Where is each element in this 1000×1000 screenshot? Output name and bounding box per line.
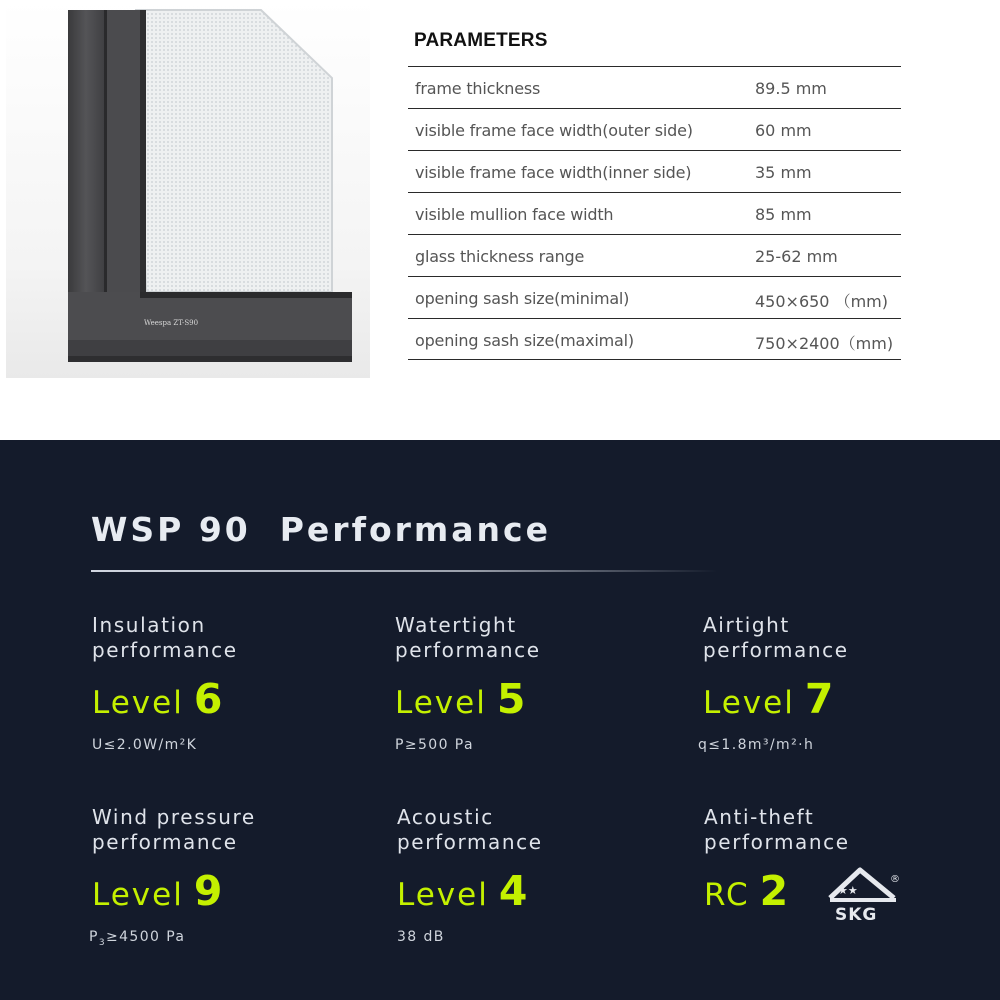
- metric-detail: q≤1.8m³/m²·h: [698, 737, 815, 753]
- metric-label-line1: Acoustic: [397, 805, 494, 829]
- performance-section: [0, 440, 1000, 1000]
- param-row: [408, 108, 901, 150]
- param-value: 60 mm: [755, 121, 812, 140]
- parameters-title: PARAMETERS: [414, 30, 548, 51]
- metric-airtight: [698, 613, 963, 753]
- metric-label-line1: Airtight: [703, 613, 790, 637]
- param-row: [408, 318, 901, 360]
- param-name: visible frame face width(inner side): [415, 163, 692, 182]
- level-word: Level: [397, 877, 489, 913]
- window-profile-illustration: [6, 0, 370, 378]
- metric-watertight: [395, 613, 655, 753]
- metric-label: [703, 613, 963, 663]
- metric-label: [395, 613, 655, 663]
- performance-divider: [91, 570, 717, 572]
- skg-badge-icon: [826, 864, 904, 926]
- param-value: 750×2400（mm): [755, 334, 894, 353]
- param-name: visible mullion face width: [415, 205, 614, 224]
- detail-subscript: 3: [98, 937, 106, 948]
- parameters-section: [0, 0, 1000, 440]
- metric-label-line1: Wind pressure: [92, 805, 256, 829]
- metric-label: [92, 613, 352, 663]
- skg-stars: ★★: [838, 884, 858, 897]
- detail-prefix: P: [89, 929, 99, 945]
- level-word: RC: [704, 877, 750, 913]
- param-name: visible frame face width(outer side): [415, 121, 693, 140]
- level-word: Level: [92, 877, 184, 913]
- brand-mark: Weespa ZT-S90: [144, 319, 199, 327]
- param-row: [408, 66, 901, 108]
- param-name: frame thickness: [415, 79, 541, 98]
- level-number: 6: [193, 675, 223, 723]
- metric-level: [395, 675, 655, 723]
- metric-level: [397, 867, 657, 915]
- metric-level: [92, 867, 352, 915]
- param-value: 450×650 （mm): [755, 292, 888, 311]
- param-row: [408, 276, 901, 318]
- metric-label: [704, 805, 964, 855]
- metric-detail: P≥500 Pa: [395, 737, 474, 753]
- level-number: 9: [193, 867, 223, 915]
- metric-insulation: [92, 613, 352, 753]
- metric-label-line2: performance: [703, 638, 849, 662]
- metric-detail: 38 dB: [397, 929, 445, 945]
- performance-title: WSP 90 Performance: [91, 510, 551, 549]
- metric-label: [397, 805, 657, 855]
- level-word: Level: [395, 685, 487, 721]
- metric-wind-pressure: [89, 805, 352, 948]
- param-row: [408, 192, 901, 234]
- parameters-table: [408, 66, 901, 360]
- param-value: 89.5 mm: [755, 79, 827, 98]
- level-word: Level: [703, 685, 795, 721]
- metric-level: [703, 675, 963, 723]
- metric-label-line1: Insulation: [92, 613, 206, 637]
- detail-rest: ≥4500 Pa: [105, 929, 186, 945]
- metric-label-line2: performance: [397, 830, 543, 854]
- param-row: [408, 234, 901, 276]
- level-number: 2: [759, 867, 789, 915]
- metric-label: [92, 805, 352, 855]
- metric-label-line2: performance: [92, 638, 238, 662]
- param-name: opening sash size(minimal): [415, 289, 630, 308]
- param-name: opening sash size(maximal): [415, 331, 634, 350]
- param-value: 85 mm: [755, 205, 812, 224]
- registered-mark: ®: [890, 874, 900, 885]
- param-row: [408, 150, 901, 192]
- level-number: 4: [498, 867, 528, 915]
- param-name: glass thickness range: [415, 247, 585, 266]
- param-value: 25-62 mm: [755, 247, 838, 266]
- window-profile-image: [6, 0, 370, 378]
- metric-label-line2: performance: [704, 830, 850, 854]
- skg-text: SKG: [835, 905, 878, 925]
- metric-detail: U≤2.0W/m²K: [92, 737, 198, 753]
- metric-label-line2: performance: [92, 830, 238, 854]
- level-word: Level: [92, 685, 184, 721]
- metric-label-line1: Anti-theft: [704, 805, 815, 829]
- metric-acoustic: [397, 805, 657, 945]
- metric-level: [92, 675, 352, 723]
- level-number: 5: [496, 675, 526, 723]
- metric-label-line1: Watertight: [395, 613, 517, 637]
- level-number: 7: [804, 675, 834, 723]
- param-value: 35 mm: [755, 163, 812, 182]
- metric-detail: [89, 929, 352, 948]
- metric-label-line2: performance: [395, 638, 541, 662]
